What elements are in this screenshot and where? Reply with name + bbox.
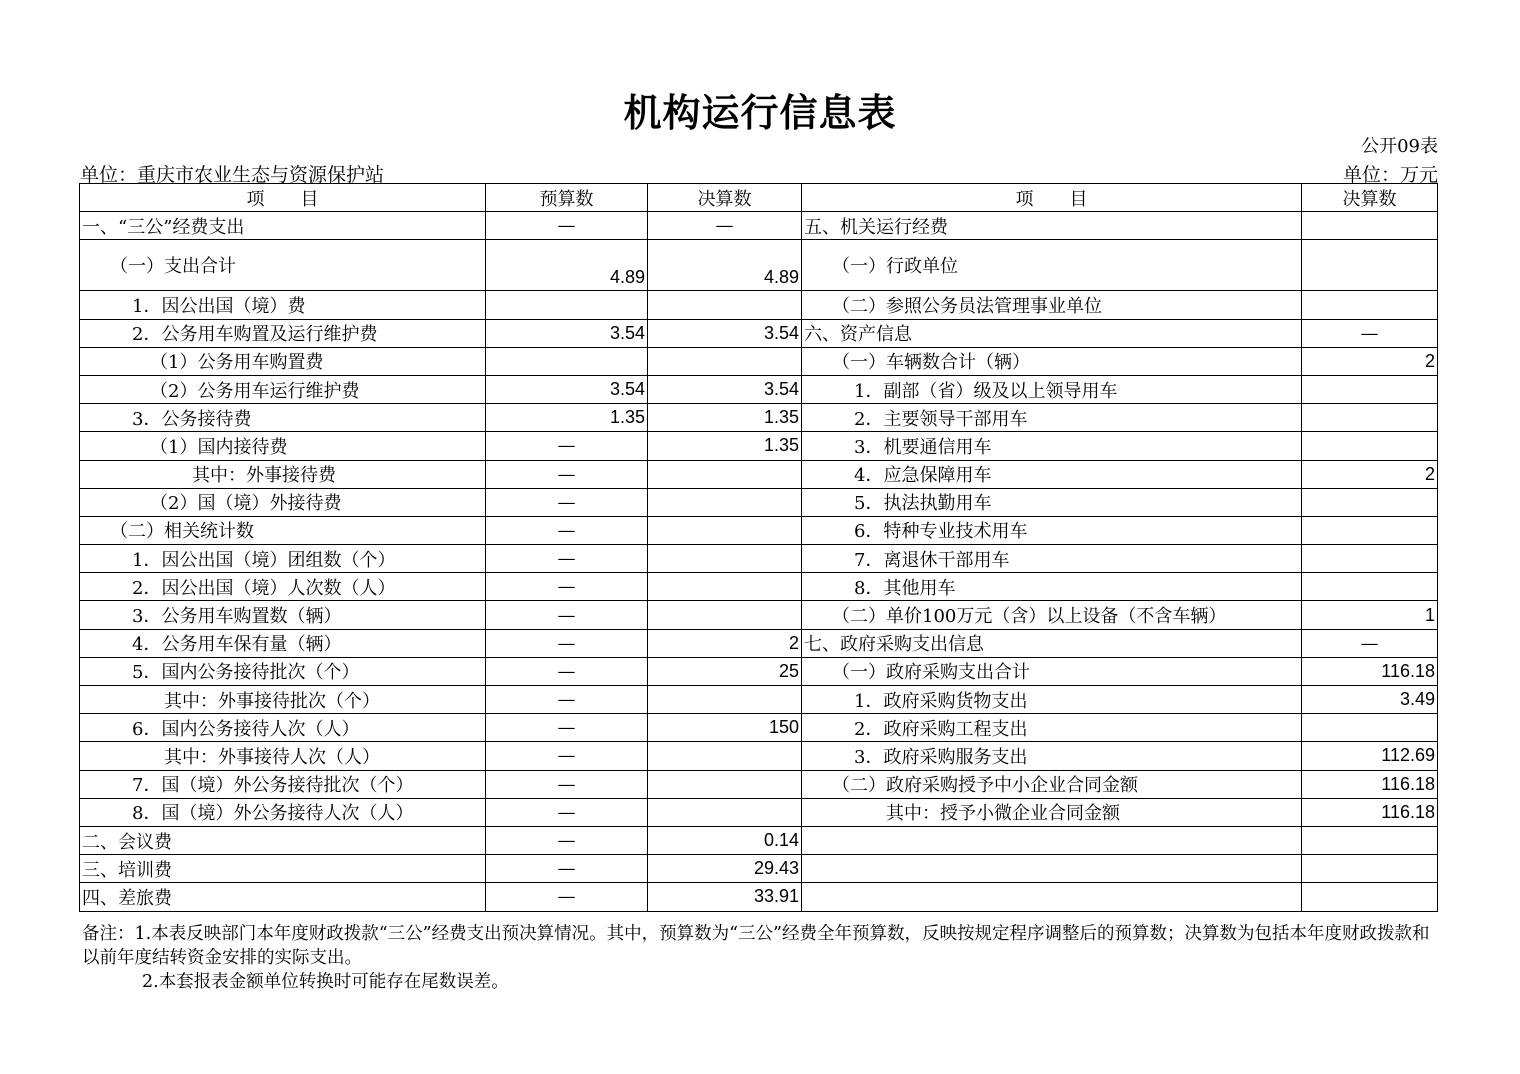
- right-final-cell: [1302, 855, 1438, 883]
- form-number: 公开09表: [1361, 136, 1438, 157]
- budget-cell: —: [486, 883, 648, 911]
- right-label: 4．应急保障用车: [802, 460, 1302, 488]
- table-row: [80, 601, 1438, 629]
- budget-cell: —: [486, 855, 648, 883]
- final-cell: 25: [648, 657, 802, 685]
- table-header-row: [80, 184, 1438, 212]
- row-label: （2）公务用车运行维护费: [80, 375, 486, 403]
- row-label: 1．因公出国（境）费: [80, 291, 486, 319]
- right-label: [802, 883, 1302, 911]
- table-row: [80, 883, 1438, 911]
- footnote-1: 备注：1.本表反映部门本年度财政拨款“三公”经费支出预决算情况。其中，预算数为“三公”经费全年预算数，反映按规定程序调整后的预算数；决算数为包括本年度财政拨款和以前年度结转资金安排的实际支出。: [82, 924, 1430, 968]
- row-label: 6．国内公务接待人次（人）: [80, 714, 486, 742]
- row-label: （一）支出合计: [80, 240, 486, 291]
- table-row: [80, 404, 1438, 432]
- header-item-right: 项 目: [802, 184, 1302, 212]
- right-final-cell: [1302, 573, 1438, 601]
- right-label: （二）参照公务员法管理事业单位: [802, 291, 1302, 319]
- budget-cell: —: [486, 601, 648, 629]
- budget-cell: —: [486, 545, 648, 573]
- budget-cell: —: [486, 686, 648, 714]
- right-final-cell: [1302, 240, 1438, 291]
- final-cell: 1.35: [648, 404, 802, 432]
- final-cell: 3.54: [648, 375, 802, 403]
- final-cell: [648, 601, 802, 629]
- right-label: （二）单价100万元（含）以上设备（不含车辆）: [802, 601, 1302, 629]
- final-cell: [648, 488, 802, 516]
- right-final-cell: [1302, 714, 1438, 742]
- right-label: 2．主要领导干部用车: [802, 404, 1302, 432]
- table-row: [80, 798, 1438, 826]
- row-label: （2）国（境）外接待费: [80, 488, 486, 516]
- right-final-cell: 116.18: [1302, 770, 1438, 798]
- row-label: 2．公务用车购置及运行维护费: [80, 319, 486, 347]
- currency-unit: 单位：万元: [1342, 164, 1438, 186]
- right-label: 1．政府采购货物支出: [802, 686, 1302, 714]
- header-budget: 预算数: [486, 184, 648, 212]
- reporting-unit: 单位：重庆市农业生态与资源保护站: [80, 164, 385, 186]
- table-row: [80, 460, 1438, 488]
- budget-cell: 4.89: [486, 240, 648, 291]
- table-row: [80, 291, 1438, 319]
- right-label: 5．执法执勤用车: [802, 488, 1302, 516]
- table-row: [80, 714, 1438, 742]
- row-label: （1）国内接待费: [80, 432, 486, 460]
- budget-cell: —: [486, 432, 648, 460]
- budget-cell: —: [486, 212, 648, 240]
- row-label: 一、“三公”经费支出: [80, 212, 486, 240]
- final-cell: 29.43: [648, 855, 802, 883]
- table-row: [80, 629, 1438, 657]
- header-final-left: 决算数: [648, 184, 802, 212]
- table-row: [80, 686, 1438, 714]
- right-label: （一）行政单位: [802, 240, 1302, 291]
- row-label: 1．因公出国（境）团组数（个）: [80, 545, 486, 573]
- table-row: [80, 573, 1438, 601]
- final-cell: [648, 516, 802, 544]
- right-final-cell: [1302, 404, 1438, 432]
- table-row: [80, 240, 1438, 291]
- right-final-cell: [1302, 212, 1438, 240]
- right-final-cell: [1302, 488, 1438, 516]
- final-cell: —: [648, 212, 802, 240]
- final-cell: [648, 742, 802, 770]
- budget-cell: —: [486, 460, 648, 488]
- right-label: [802, 855, 1302, 883]
- right-label: （一）车辆数合计（辆）: [802, 347, 1302, 375]
- budget-cell: 1.35: [486, 404, 648, 432]
- right-final-cell: [1302, 291, 1438, 319]
- final-cell: 1.35: [648, 432, 802, 460]
- right-final-cell: [1302, 545, 1438, 573]
- right-label: 3．机要通信用车: [802, 432, 1302, 460]
- row-label: 4．公务用车保有量（辆）: [80, 629, 486, 657]
- final-cell: [648, 291, 802, 319]
- right-final-cell: 116.18: [1302, 798, 1438, 826]
- right-label: 其中：授予小微企业合同金额: [802, 798, 1302, 826]
- final-cell: 4.89: [648, 240, 802, 291]
- row-label: （二）相关统计数: [80, 516, 486, 544]
- table-row: [80, 432, 1438, 460]
- table-row: [80, 770, 1438, 798]
- right-label: 3．政府采购服务支出: [802, 742, 1302, 770]
- right-final-cell: 1: [1302, 601, 1438, 629]
- budget-cell: —: [486, 770, 648, 798]
- row-label: 3．公务用车购置数（辆）: [80, 601, 486, 629]
- right-final-cell: 2: [1302, 460, 1438, 488]
- header-final-right: 决算数: [1302, 184, 1438, 212]
- final-cell: 3.54: [648, 319, 802, 347]
- row-label: （1）公务用车购置费: [80, 347, 486, 375]
- budget-cell: —: [486, 657, 648, 685]
- final-cell: 0.14: [648, 826, 802, 854]
- table-row: [80, 319, 1438, 347]
- final-cell: [648, 573, 802, 601]
- right-final-cell: [1302, 375, 1438, 403]
- budget-cell: —: [486, 826, 648, 854]
- footnotes: [82, 922, 1432, 994]
- right-label: 五、机关运行经费: [802, 212, 1302, 240]
- table-row: [80, 545, 1438, 573]
- table-row: [80, 212, 1438, 240]
- budget-cell: —: [486, 798, 648, 826]
- right-final-cell: [1302, 432, 1438, 460]
- final-cell: [648, 686, 802, 714]
- final-cell: [648, 770, 802, 798]
- right-label: 1．副部（省）级及以上领导用车: [802, 375, 1302, 403]
- table-row: [80, 488, 1438, 516]
- row-label: 四、差旅费: [80, 883, 486, 911]
- table-row: [80, 375, 1438, 403]
- row-label: 8．国（境）外公务接待人次（人）: [80, 798, 486, 826]
- right-final-cell: 3.49: [1302, 686, 1438, 714]
- right-final-cell: [1302, 516, 1438, 544]
- final-cell: [648, 347, 802, 375]
- final-cell: [648, 545, 802, 573]
- footnote-2: 2.本套报表金额单位转换时可能存在尾数误差。: [142, 972, 509, 992]
- budget-cell: —: [486, 573, 648, 601]
- table-row: [80, 855, 1438, 883]
- table-row: [80, 516, 1438, 544]
- budget-cell: 3.54: [486, 319, 648, 347]
- right-label: （二）政府采购授予中小企业合同金额: [802, 770, 1302, 798]
- row-label: 5．国内公务接待批次（个）: [80, 657, 486, 685]
- right-label: 8．其他用车: [802, 573, 1302, 601]
- right-final-cell: —: [1302, 629, 1438, 657]
- row-label: 2．因公出国（境）人次数（人）: [80, 573, 486, 601]
- row-label: 7．国（境）外公务接待批次（个）: [80, 770, 486, 798]
- budget-cell: —: [486, 629, 648, 657]
- budget-cell: —: [486, 488, 648, 516]
- right-final-cell: —: [1302, 319, 1438, 347]
- row-label: 3．公务接待费: [80, 404, 486, 432]
- page-title: 机构运行信息表: [623, 90, 897, 135]
- row-label: 其中：外事接待费: [80, 460, 486, 488]
- right-label: 六、资产信息: [802, 319, 1302, 347]
- row-label: 其中：外事接待人次（人）: [80, 742, 486, 770]
- final-cell: [648, 798, 802, 826]
- header-item-left: 项 目: [80, 184, 486, 212]
- right-label: 7．离退休干部用车: [802, 545, 1302, 573]
- right-final-cell: [1302, 826, 1438, 854]
- right-label: （一）政府采购支出合计: [802, 657, 1302, 685]
- final-cell: 150: [648, 714, 802, 742]
- budget-cell: [486, 347, 648, 375]
- final-cell: 33.91: [648, 883, 802, 911]
- budget-cell: —: [486, 516, 648, 544]
- right-label: 6．特种专业技术用车: [802, 516, 1302, 544]
- budget-cell: —: [486, 742, 648, 770]
- budget-cell: [486, 291, 648, 319]
- table-row: [80, 742, 1438, 770]
- table-row: [80, 657, 1438, 685]
- table-row: [80, 347, 1438, 375]
- right-final-cell: [1302, 883, 1438, 911]
- right-final-cell: 116.18: [1302, 657, 1438, 685]
- row-label: 三、培训费: [80, 855, 486, 883]
- budget-cell: —: [486, 714, 648, 742]
- row-label: 其中：外事接待批次（个）: [80, 686, 486, 714]
- final-cell: 2: [648, 629, 802, 657]
- row-label: 二、会议费: [80, 826, 486, 854]
- final-cell: [648, 460, 802, 488]
- right-label: [802, 826, 1302, 854]
- right-label: 七、政府采购支出信息: [802, 629, 1302, 657]
- table-row: [80, 826, 1438, 854]
- right-final-cell: 2: [1302, 347, 1438, 375]
- right-label: 2．政府采购工程支出: [802, 714, 1302, 742]
- budget-cell: 3.54: [486, 375, 648, 403]
- right-final-cell: 112.69: [1302, 742, 1438, 770]
- operation-info-table: [79, 183, 1438, 912]
